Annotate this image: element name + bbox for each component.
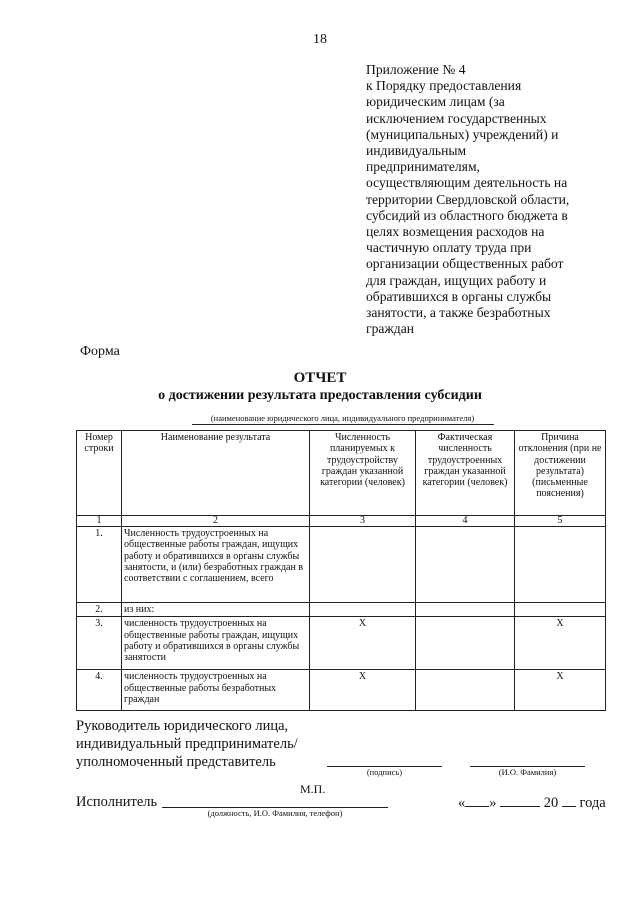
column-number: 3 (310, 516, 416, 527)
appendix-line: к Порядку предоставления (366, 78, 522, 94)
row-reason-cell[interactable] (515, 527, 606, 603)
row-planned-cell: X (310, 670, 416, 711)
appendix-line: занятости, а также безработных (366, 305, 551, 321)
row-number: 4. (77, 670, 122, 711)
form-label: Форма (80, 344, 120, 359)
row-number: 1. (77, 527, 122, 603)
signer-line: индивидуальный предприниматель/ (76, 736, 298, 752)
date-year-prefix: 20 (543, 795, 559, 811)
appendix-line: индивидуальным (366, 143, 467, 159)
row-planned-cell[interactable] (310, 527, 416, 603)
table-row (77, 527, 606, 603)
header-actual-count: Фактическая численность трудоустроенных граждан указанной категории (человек) (416, 431, 515, 516)
appendix-line: предпринимателям, (366, 159, 480, 175)
row-number: 2. (77, 603, 122, 617)
row-result-name: Численность трудоустроенных на общественные работы граждан, ищущих работу и обратившихся в органы службы занятости, и (или) безработных граждан в соответствии с соглашением, всего (122, 527, 310, 603)
full-name-field[interactable] (470, 756, 585, 767)
header-row-number: Номер строки (77, 431, 122, 516)
row-result-name: численность трудоустроенных на общественные работы безработных граждан (122, 670, 310, 711)
row-result-name: из них: (122, 603, 310, 617)
executor-label: Исполнитель (76, 794, 158, 810)
appendix-line: юридическим лицам (за (366, 94, 505, 110)
table-row (77, 603, 606, 617)
appendix-line: граждан (366, 321, 415, 337)
appendix-line: обратившихся в органы службы (366, 288, 552, 304)
table-row (77, 617, 606, 670)
appendix-line: территории Свердловской области, (366, 191, 570, 207)
row-result-name: численность трудоустроенных на общественные работы граждан, ищущих работу и обратившихся в органы службы занятости (122, 617, 310, 670)
row-actual-cell[interactable] (416, 527, 515, 603)
executor-caption: (должность, И.О. Фамилия, телефон) (207, 808, 343, 818)
signer-label (76, 717, 336, 771)
appendix-block (366, 62, 606, 337)
row-planned-cell: X (310, 617, 416, 670)
column-numbers-row (77, 516, 606, 527)
row-reason-cell[interactable] (515, 603, 606, 617)
appendix-line: для граждан, ищущих работу и (366, 272, 547, 288)
org-name-caption: (наименование юридического лица, индивидуального предпринимателя) (210, 413, 475, 423)
date-open-quote: « (458, 795, 466, 811)
appendix-line: осуществляющим деятельность на (366, 175, 568, 191)
table-header-row (77, 431, 606, 516)
signer-line: уполномоченный представитель (76, 754, 276, 770)
page-number: 18 (313, 32, 327, 47)
column-number: 4 (416, 516, 515, 527)
appendix-line: частичную оплату труда при (366, 240, 532, 256)
report-table (76, 430, 606, 711)
row-actual-cell[interactable] (416, 617, 515, 670)
report-title: ОТЧЕТ (293, 370, 347, 386)
stamp-place-label: М.П. (300, 782, 326, 796)
header-planned-count: Численность планируемых к трудоустройству граждан указанной категории (человек) (310, 431, 416, 516)
date-close-quote: » (489, 795, 497, 811)
row-actual-cell[interactable] (416, 670, 515, 711)
signer-line: Руководитель юридического лица, (76, 718, 289, 734)
appendix-line: исключением государственных (366, 110, 547, 126)
executor-field[interactable] (162, 797, 388, 808)
row-reason-cell: X (515, 670, 606, 711)
row-number: 3. (77, 617, 122, 670)
column-number: 2 (122, 516, 310, 527)
date-day-field[interactable] (465, 794, 489, 807)
row-reason-cell: X (515, 617, 606, 670)
header-deviation-reason: Причина отклонения (при не достижении результата) (письменные пояснения) (515, 431, 606, 516)
appendix-line: организации общественных работ (366, 256, 564, 272)
appendix-line: субсидий из областного бюджета в (366, 207, 568, 223)
appendix-line: целях возмещения расходов на (366, 224, 545, 240)
row-actual-cell[interactable] (416, 603, 515, 617)
appendix-title: Приложение № 4 (366, 62, 466, 77)
header-result-name: Наименование результата (122, 431, 310, 516)
column-number: 5 (515, 516, 606, 527)
date-month-field[interactable] (500, 794, 540, 807)
date-year-field[interactable] (562, 794, 576, 807)
table-row (77, 670, 606, 711)
signature-caption: (подпись) (366, 767, 403, 777)
date-field (458, 794, 606, 812)
date-year-suffix: года (579, 795, 606, 811)
signature-field[interactable] (327, 756, 442, 767)
row-planned-cell[interactable] (310, 603, 416, 617)
column-number: 1 (77, 516, 122, 527)
appendix-line: (муниципальных) учреждений) и (366, 126, 559, 142)
full-name-caption: (И.О. Фамилия) (498, 767, 557, 777)
report-subtitle: о достижении результата предоставления субсидии (158, 388, 482, 403)
